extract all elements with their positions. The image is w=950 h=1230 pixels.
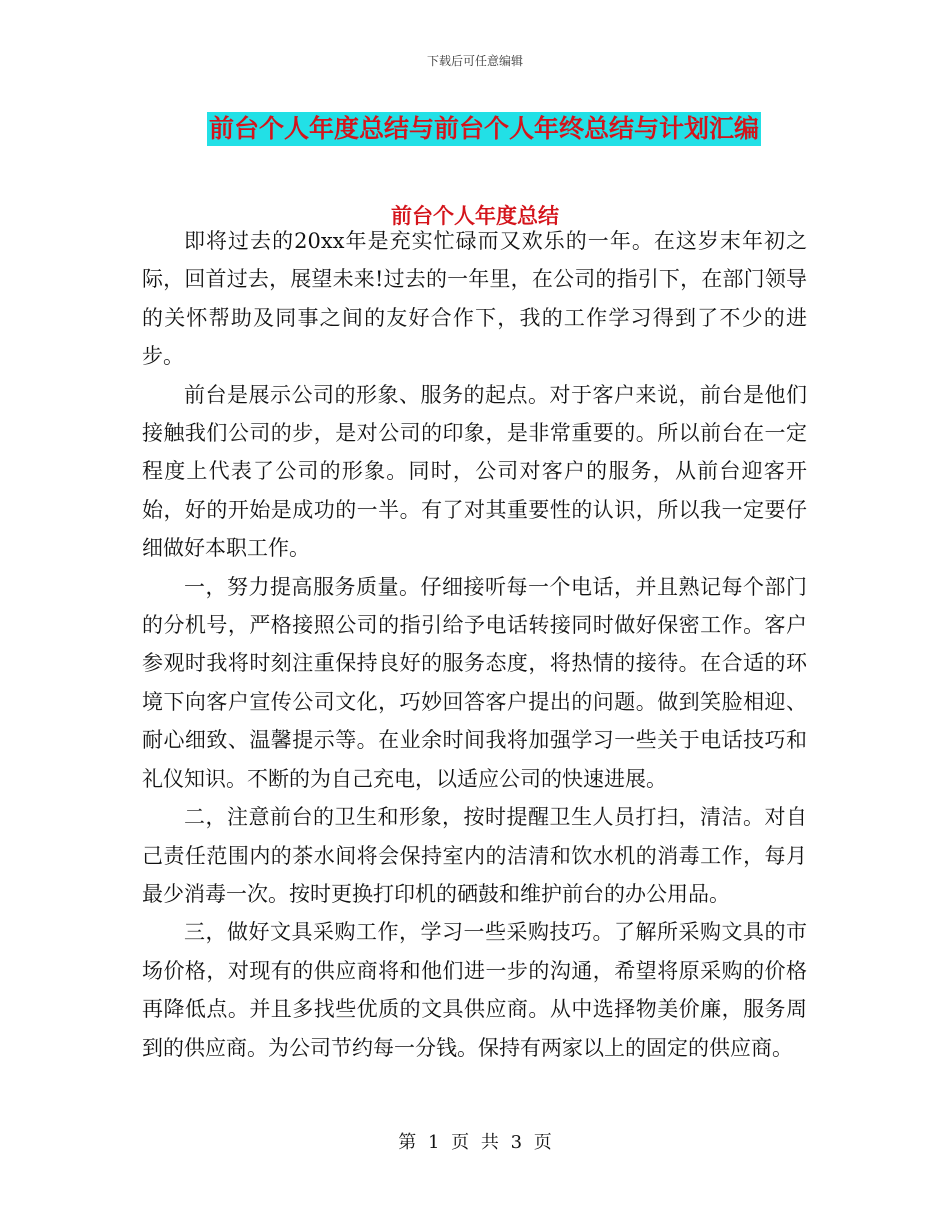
paragraph: 即将过去的20xx年是充实忙碌而又欢乐的一年。在这岁末年初之际，回首过去，展望未来!过去的一年里，在公司的指引下，在部门领导的关怀帮助及同事之间的友好合作下，我的工作学习得到了不少的进步。	[142, 229, 807, 369]
body-text	[142, 222, 807, 1067]
page-footer: 第 1 页 共 3 页	[398, 1132, 552, 1153]
paragraph: 二，注意前台的卫生和形象，按时提醒卫生人员打扫，清洁。对自己责任范围内的茶水间将会保持室内的洁清和饮水机的消毒工作，每月最少消毒一次。按时更换打印机的硒鼓和维护前台的办公用品。	[142, 805, 807, 906]
document-title: 前台个人年度总结与前台个人年终总结与计划汇编	[207, 112, 761, 146]
section-title: 前台个人年度总结	[391, 204, 559, 228]
paragraph: 三，做好文具采购工作，学习一些采购技巧。了解所采购文具的市场价格，对现有的供应商将和他们进一步的沟通，希望将原采购的价格再降低点。并且多找些优质的文具供应商。从中选择物美价廉，服务周到的供应商。为公司节约每一分钱。保持有两家以上的固定的供应商。	[142, 920, 807, 1060]
header-note: 下载后可任意编辑	[426, 54, 523, 68]
paragraph: 一，努力提高服务质量。仔细接听每一个电话，并且熟记每个部门的分机号，严格接照公司的指引给予电话转接同时做好保密工作。客户参观时我将时刻注重保持良好的服务态度，将热情的接待。在合适的环境下向客户宣传公司文化，巧妙回答客户提出的问题。做到笑脸相迎、耐心细致、温馨提示等。在业余时间我将加强学习一些关于电话技巧和礼仪知识。不断的为自己充电，以适应公司的快速进展。	[142, 574, 807, 791]
paragraph: 前台是展示公司的形象、服务的起点。对于客户来说，前台是他们接触我们公司的步，是对公司的印象，是非常重要的。所以前台在一定程度上代表了公司的形象。同时，公司对客户的服务，从前台迎客开始，好的开始是成功的一半。有了对其重要性的认识，所以我一定要仔细做好本职工作。	[142, 382, 807, 561]
